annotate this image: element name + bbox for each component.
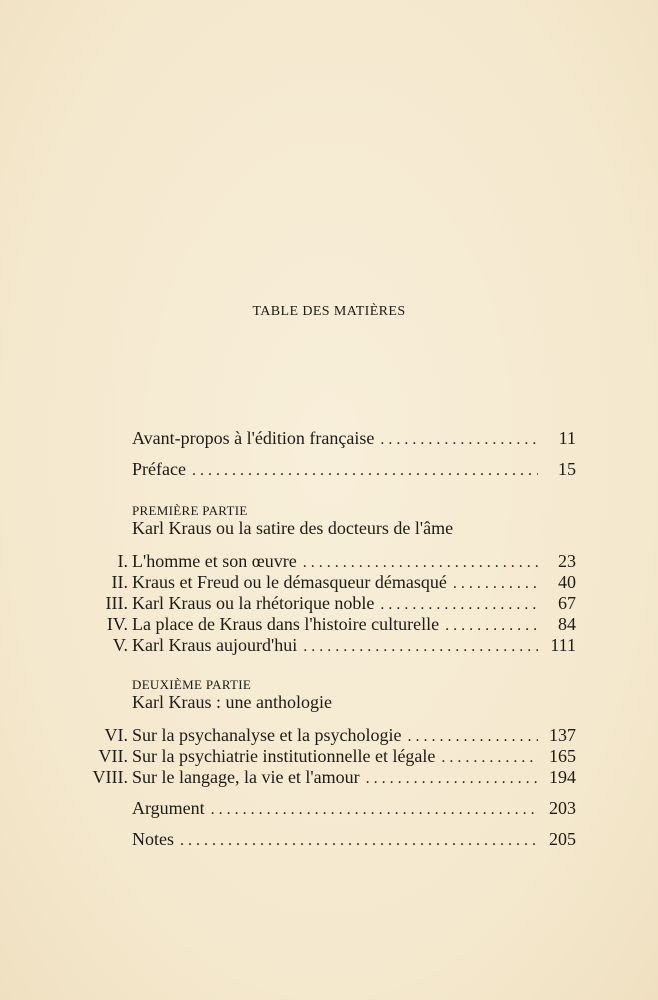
toc-entry-label: La place de Kraus dans l'histoire culturelle xyxy=(132,614,440,634)
toc-entry-page: 15 xyxy=(558,459,576,479)
toc-entry-page: 165 xyxy=(549,746,576,766)
toc-entry-argument xyxy=(132,796,576,820)
chapter-number: I. xyxy=(117,551,128,571)
toc-entry-page: 84 xyxy=(558,614,576,634)
toc-entry-notes xyxy=(132,827,576,851)
dot-leader xyxy=(303,635,538,659)
chapter-number: VI. xyxy=(104,725,128,745)
toc-entry-preface xyxy=(132,457,576,481)
toc-entry-page: 23 xyxy=(558,551,576,571)
part-title: Karl Kraus : une anthologie xyxy=(132,692,332,712)
part-label: PREMIÈRE PARTIE xyxy=(132,503,248,518)
toc-entry-avant-propos xyxy=(132,426,576,450)
toc-entry-label: Kraus et Freud ou le démasqueur démasqué xyxy=(132,572,447,592)
toc-entry-label: Sur le langage, la vie et l'amour xyxy=(132,767,360,787)
toc-entry-page: 203 xyxy=(549,798,576,818)
toc-entry-label: Sur la psychanalyse et la psychologie xyxy=(132,725,402,745)
chapter-number: II. xyxy=(111,572,128,592)
part-title: Karl Kraus ou la satire des docteurs de l'âme xyxy=(132,518,454,538)
toc-entry-label: Argument xyxy=(132,798,205,818)
dot-leader xyxy=(192,459,538,483)
toc-entry-page: 40 xyxy=(558,572,576,592)
dot-leader xyxy=(366,767,538,791)
toc-entry-label: Karl Kraus ou la rhétorique noble xyxy=(132,593,375,613)
chapter-number: III. xyxy=(105,593,128,613)
toc-entry-chapter xyxy=(132,765,576,789)
toc-entry-label: Karl Kraus aujourd'hui xyxy=(132,635,298,655)
toc-entry-label: L'homme et son œuvre xyxy=(132,551,297,571)
toc-entry-page: 205 xyxy=(549,829,576,849)
toc-entry-page: 67 xyxy=(558,593,576,613)
chapter-number: VII. xyxy=(98,746,128,766)
part-label: DEUXIÈME PARTIE xyxy=(132,677,252,692)
toc-entry-page: 137 xyxy=(549,725,576,745)
toc-entry-page: 11 xyxy=(558,428,576,448)
toc-entry-label: Avant-propos à l'édition française xyxy=(132,428,375,448)
toc-entry-page: 194 xyxy=(549,767,576,787)
page-title: TABLE DES MATIÈRES xyxy=(252,304,406,319)
toc-entry-label: Sur la psychiatrie institutionnelle et légale xyxy=(132,746,436,766)
chapter-number: IV. xyxy=(106,614,128,634)
chapter-number: VIII. xyxy=(92,767,128,787)
chapter-number: V. xyxy=(112,635,128,655)
dot-leader xyxy=(180,829,538,853)
toc-entry-label: Notes xyxy=(132,829,174,849)
toc-entry-chapter xyxy=(132,633,576,657)
dot-leader xyxy=(211,798,538,822)
dot-leader xyxy=(380,428,538,452)
toc-entry-page: 111 xyxy=(550,635,576,655)
toc-entry-label: Préface xyxy=(132,459,186,479)
